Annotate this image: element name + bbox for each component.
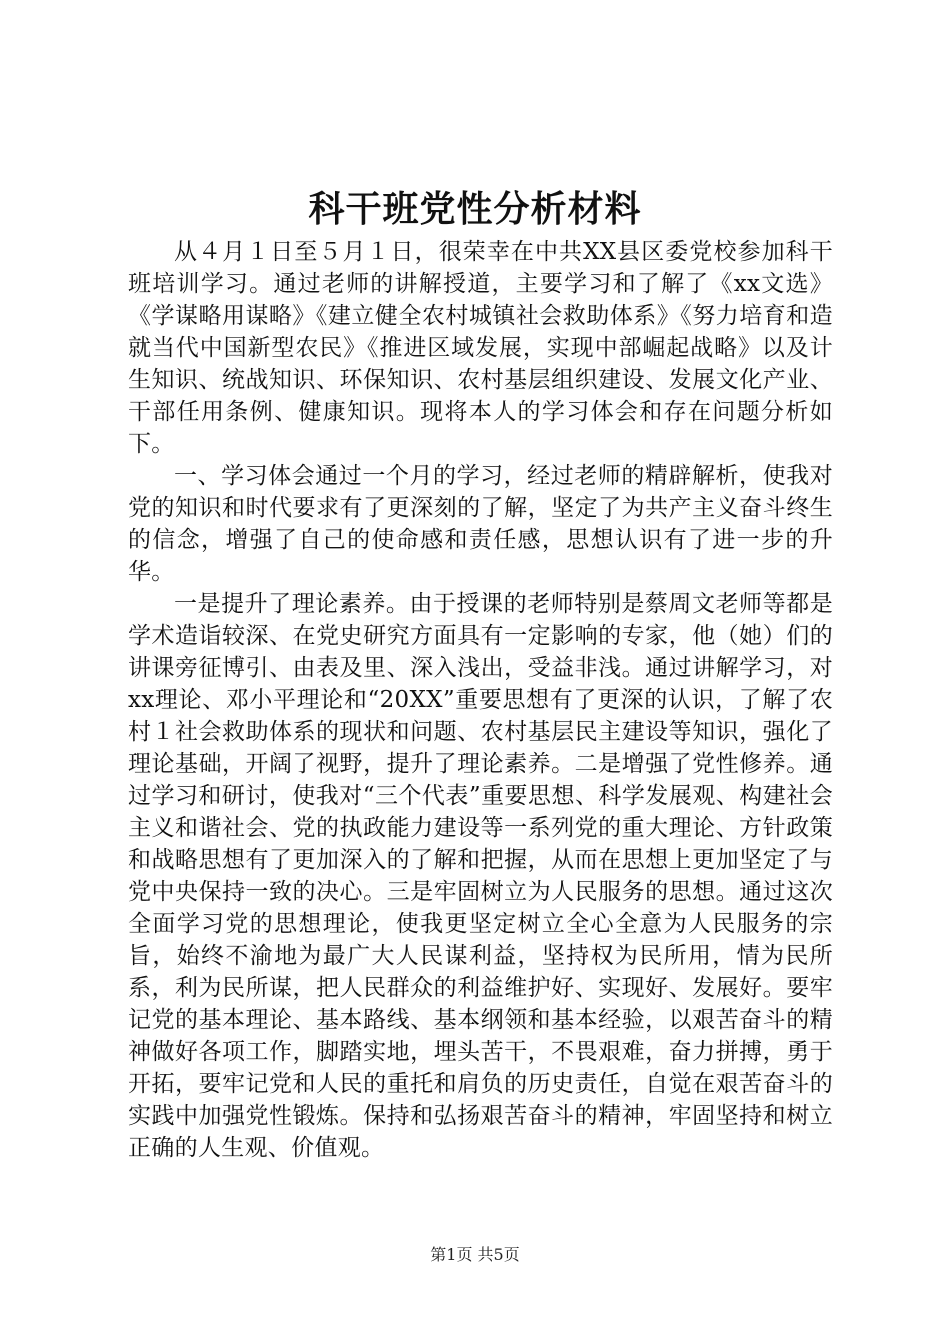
- paragraph-details: 一是提升了理论素养。由于授课的老师特别是蔡周文老师等都是学术造诣较深、在党史研究方面具有一定影响的专家，他（她）们的讲课旁征博引、由表及里、深入浅出，受益非浅。通过讲解学习，对xx理论、邓小平理论和“20XX”重要思想有了更深的认识，了解了农村１社会救助体系的现状和问题、农村基层民主建设等知识，强化了理论基础，开阔了视野，提升了理论素养。二是增强了党性修养。通过学习和研讨，使我对“三个代表”重要思想、科学发展观、构建社会主义和谐社会、党的执政能力建设等一系列党的重大理论、方针政策和战略思想有了更加深入的了解和把握，从而在思想上更加坚定了与党中央保持一致的决心。三是牢固树立为人民服务的思想。通过这次全面学习党的思想理论，使我更坚定树立全心全意为人民服务的宗旨，始终不渝地为最广大人民谋利益，坚持权为民所用，情为民所系，利为民所谋，把人民群众的利益维护好、实现好、发展好。要牢记党的基本理论、基本路线、基本纲领和基本经验，以艰苦奋斗的精神做好各项工作，脚踏实地，埋头苦干，不畏艰难，奋力拼搏，勇于开拓，要牢记党和人民的重托和肩负的历史责任，自觉在艰苦奋斗的实践中加强党性锻炼。保持和弘扬艰苦奋斗的精神，牢固坚持和树立正确的人生观、价值观。: [128, 591, 833, 1161]
- document-body: [128, 236, 833, 1164]
- document-title: 科干班党性分析材料: [308, 188, 642, 230]
- paragraph-intro: 从４月１日至５月１日，很荣幸在中共XX县区委党校参加科干班培训学习。通过老师的讲解授道，主要学习和了解了《xx文选》《学谋略用谋略》《建立健全农村城镇社会救助体系》《努力培育和造就当代中国新型农民》《推进区域发展，实现中部崛起战略》以及计生知识、统战知识、环保知识、农村基层组织建设、发展文化产业、干部任用条例、健康知识。现将本人的学习体会和存在问题分析如下。: [128, 239, 833, 457]
- page-number: 第1页 共5页: [430, 1245, 520, 1264]
- paragraph-learning-experience: 一、学习体会通过一个月的学习，经过老师的精辟解析，使我对党的知识和时代要求有了更深刻的了解，坚定了为共产主义奋斗终生的信念，增强了自己的使命感和责任感，思想认识有了进一步的升华。: [128, 463, 833, 585]
